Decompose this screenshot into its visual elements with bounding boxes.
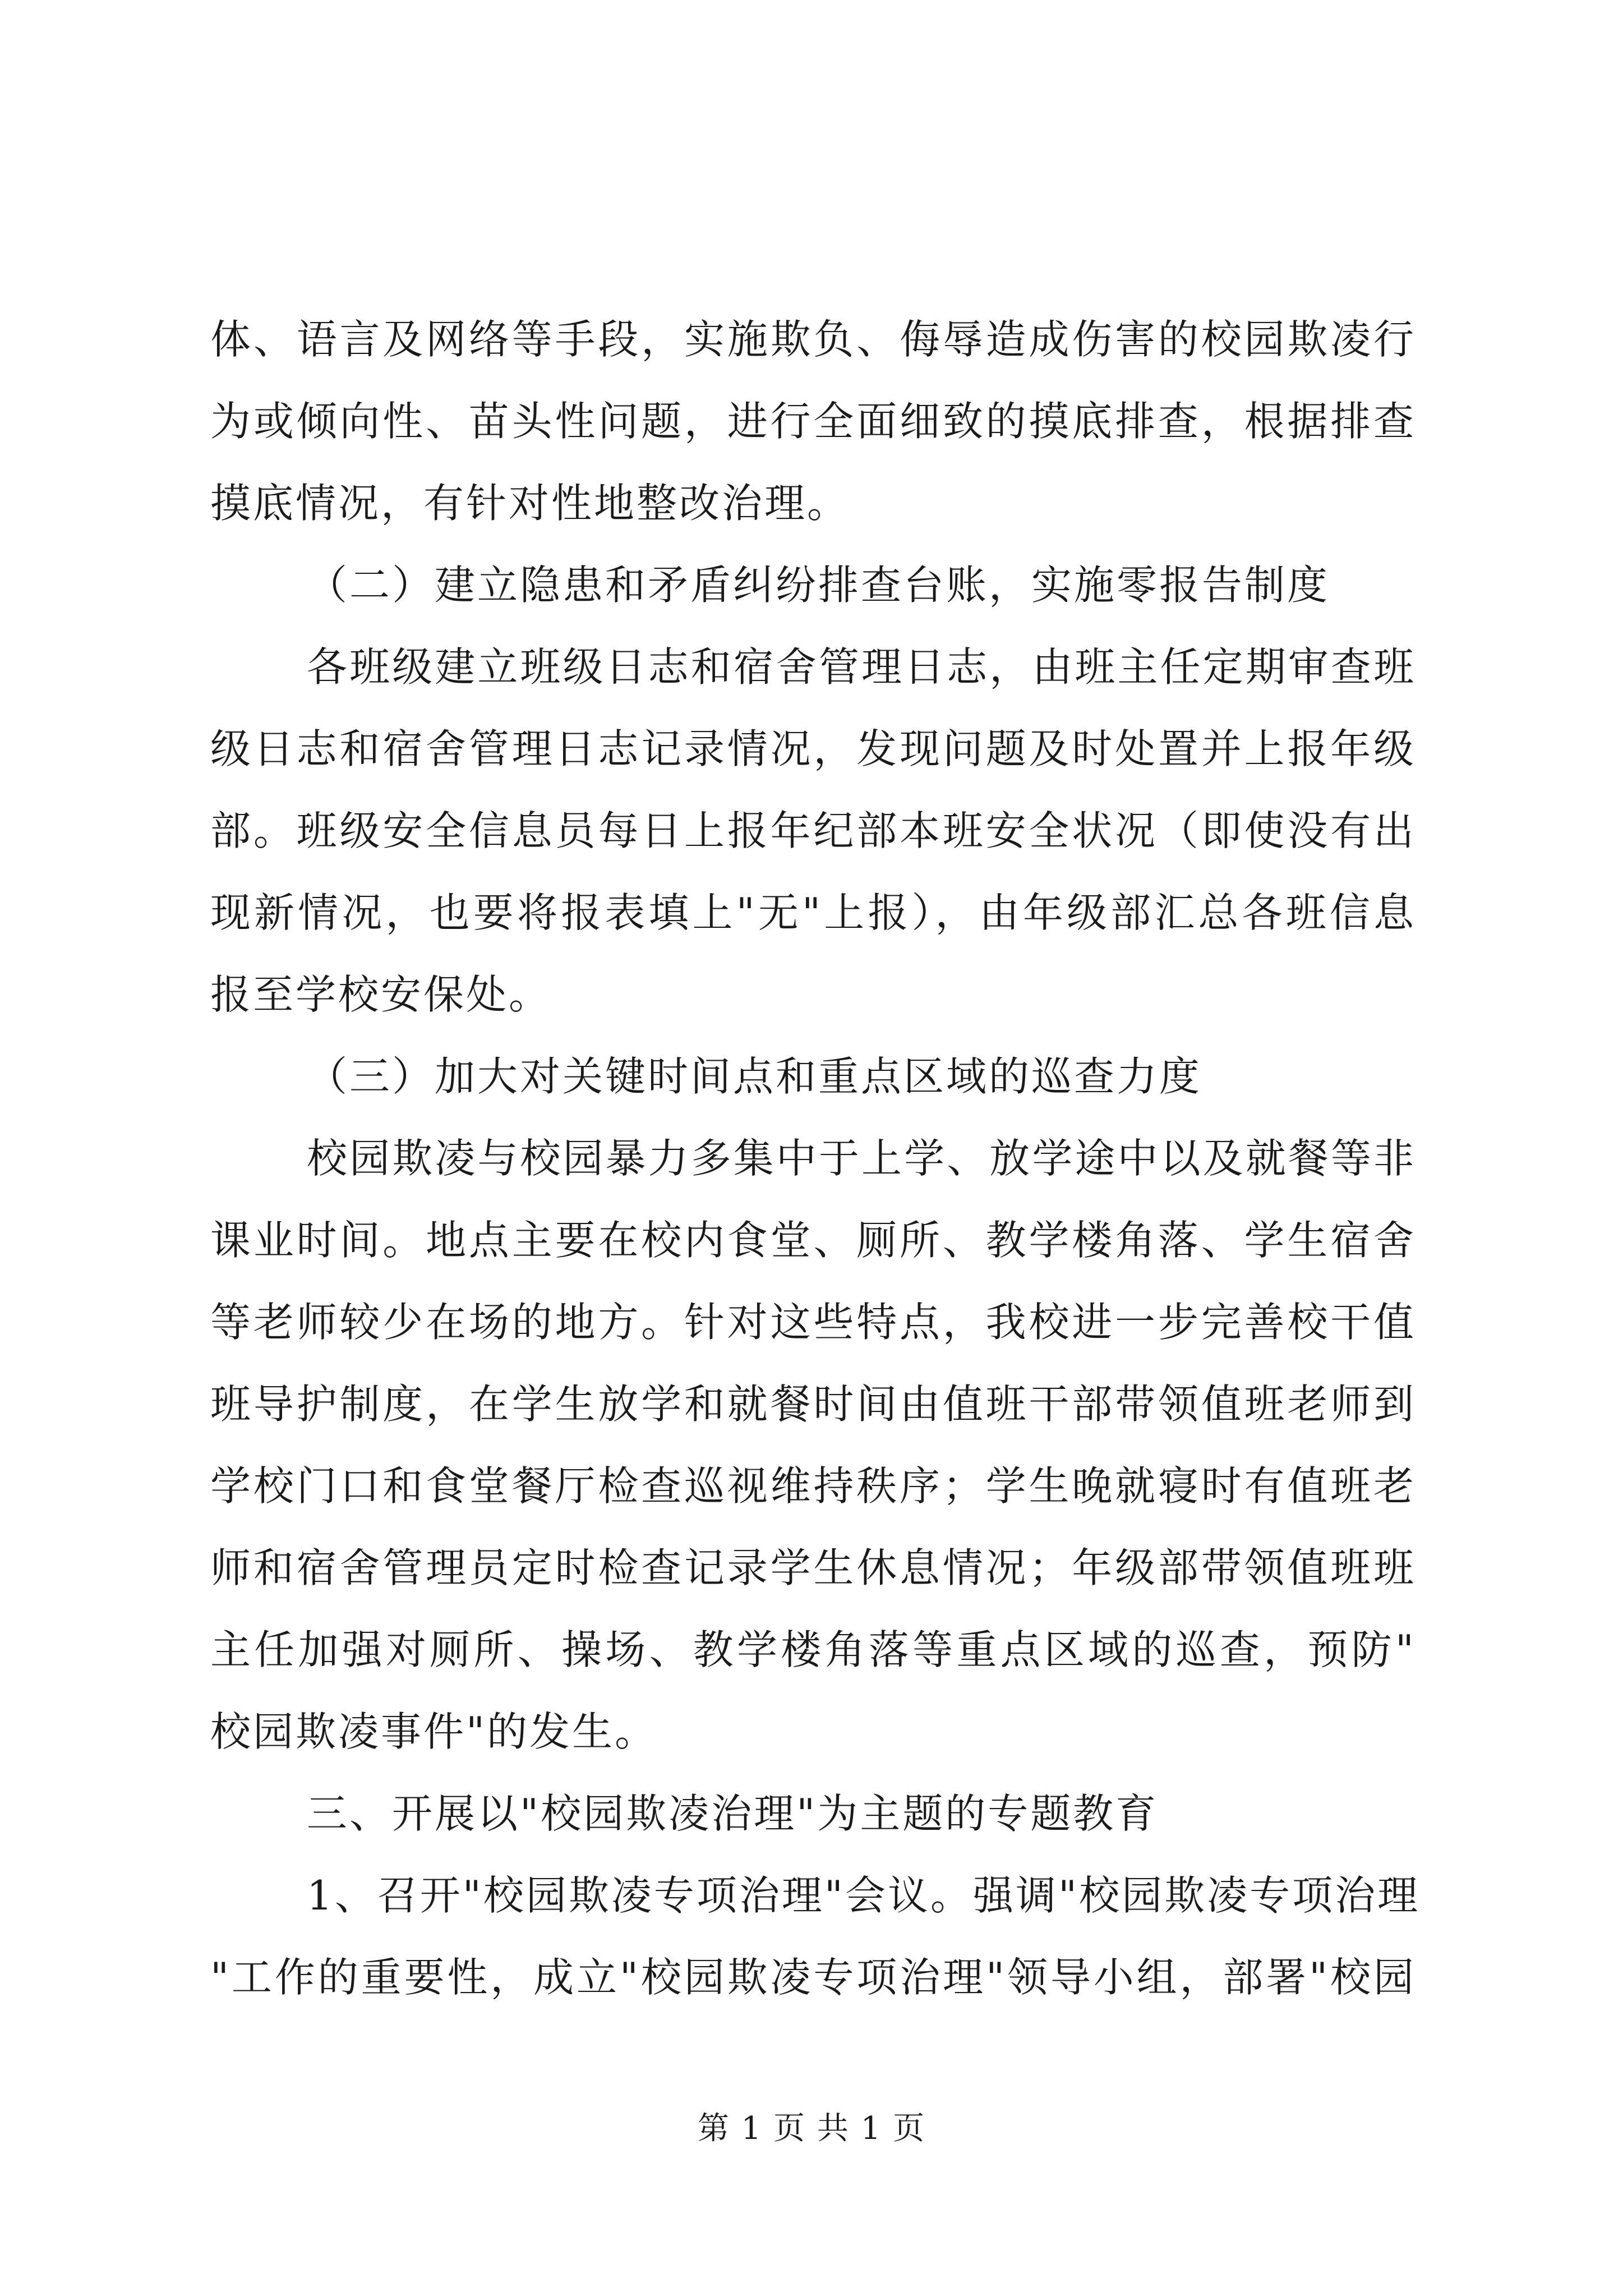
text-line-11: 校园欺凌与校园暴力多集中于上学、放学途中以及就餐等非: [307, 1135, 1416, 1182]
text-line-5: 各班级建立班级日志和宿舍管理日志，由班主任定期审查班: [307, 643, 1416, 691]
text-line-13: 等老师较少在场的地方。针对这些特点，我校进一步完善校干值: [210, 1299, 1416, 1346]
text-line-18: 校园欺凌事件"的发生。: [210, 1708, 658, 1755]
text-line-12: 课业时间。地点主要在校内食堂、厕所、教学楼角落、学生宿舍: [210, 1217, 1416, 1264]
section-heading-three: 三、开展以"校园欺凌治理"为主题的专题教育: [307, 1790, 1159, 1837]
text-line-8: 现新情况，也要将报表填上"无"上报），由年级部汇总各班信息: [210, 889, 1416, 936]
text-line-6: 级日志和宿舍管理日志记录情况，发现问题及时处置并上报年级: [210, 725, 1416, 772]
text-line-3: 摸底情况，有针对性地整改治理。: [210, 480, 850, 527]
text-line-9: 报至学校安保处。: [210, 971, 552, 1018]
text-line-21: "工作的重要性，成立"校园欺凌专项治理"领导小组，部署"校园: [210, 1954, 1416, 2001]
text-line-17: 主任加强对厕所、操场、教学楼角落等重点区域的巡查，预防": [210, 1626, 1416, 1673]
text-line-16: 师和宿舍管理员定时检查记录学生休息情况；年级部带领值班班: [210, 1544, 1416, 1591]
page-footer: 第 1 页 共 1 页: [697, 2110, 926, 2147]
text-line-15: 学校门口和食堂餐厅检查巡视维持秩序；学生晚就寝时有值班老: [210, 1462, 1416, 1510]
section-heading-2: （二）建立隐患和矛盾纠纷排查台账，实施零报告制度: [307, 562, 1330, 609]
text-line-2: 为或倾向性、苗头性问题，进行全面细致的摸底排查，根据排查: [210, 398, 1416, 445]
text-line-20: 1、召开"校园欺凌专项治理"会议。强调"校园欺凌专项治理: [307, 1872, 1421, 1919]
section-heading-3: （三）加大对关键时间点和重点区域的巡查力度: [307, 1053, 1202, 1100]
text-line-1: 体、语言及网络等手段，实施欺负、侮辱造成伤害的校园欺凌行: [210, 316, 1416, 363]
text-line-7: 部。班级安全信息员每日上报年纪部本班安全状况（即使没有出: [210, 807, 1416, 854]
text-line-14: 班导护制度，在学生放学和就餐时间由值班干部带领值班老师到: [210, 1381, 1416, 1428]
